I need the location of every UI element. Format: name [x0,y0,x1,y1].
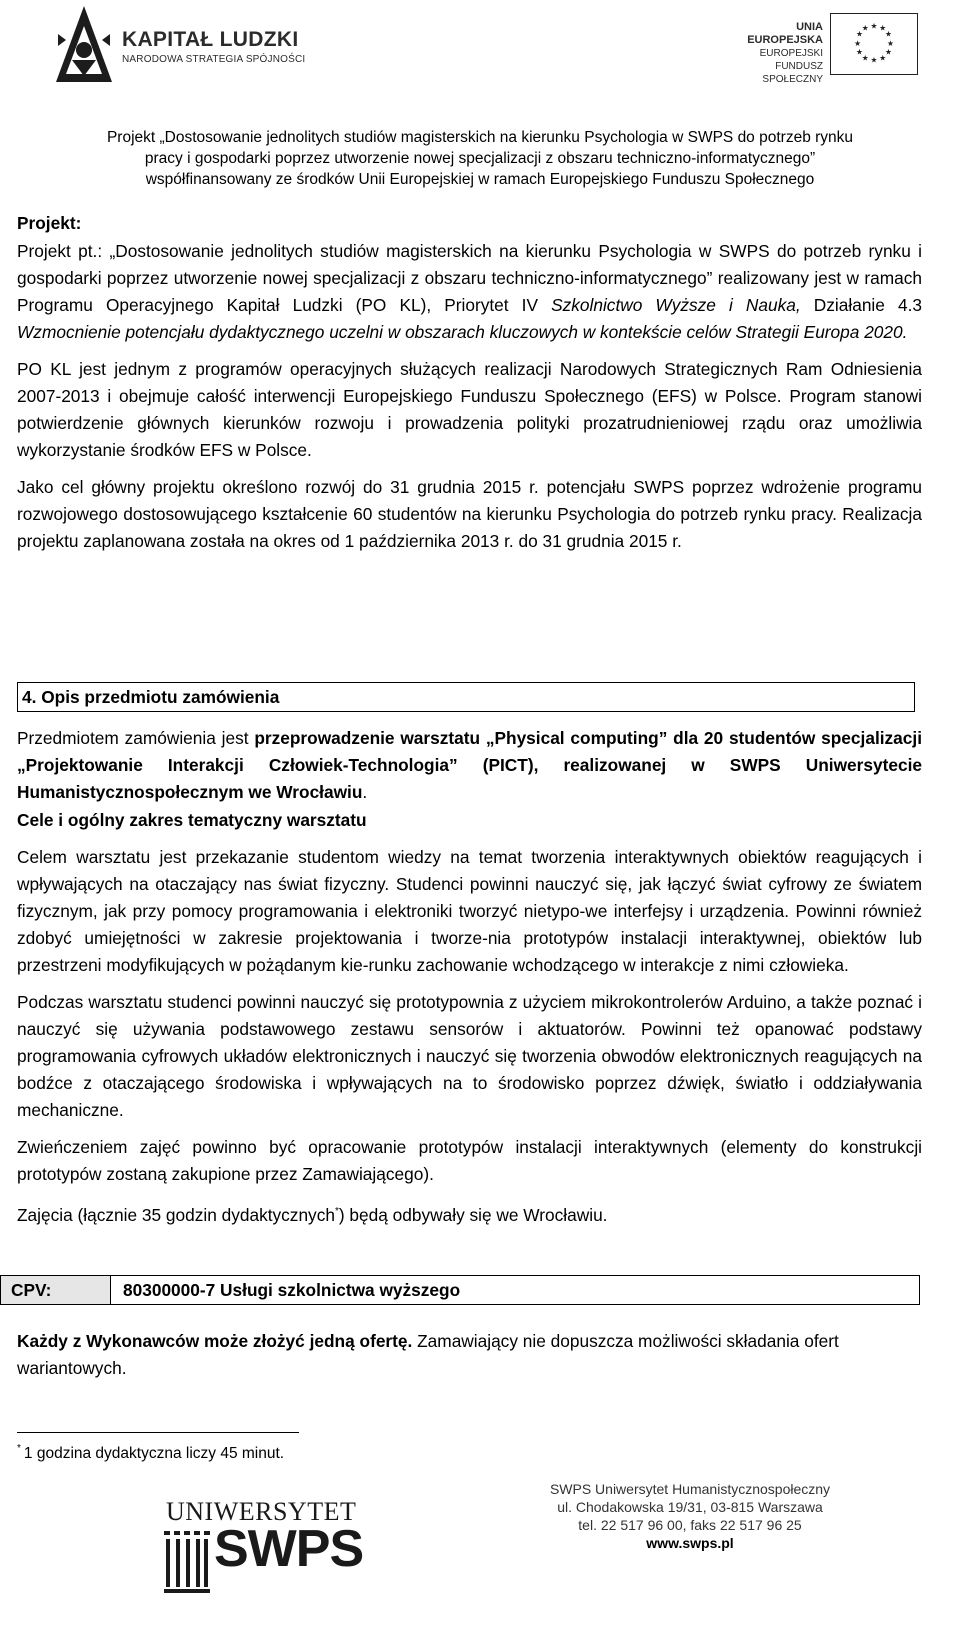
footer-address [520,1480,860,1552]
intro-paragraph-3: Jako cel główny projektu określono rozwój do 31 grudnia 2015 r. potencjału SWPS poprzez wdrożenie programu rozwojowego dostosowującego kształcenie 60 studentów na kierunku Psychologia do potrzeb rynku pracy. Realizacja projektu zaplanowana została na okres od 1 października 2013 r. do 31 grudnia 2015 r. [17,477,922,551]
footer-address-line2: ul. Chodakowska 19/31, 03-815 Warszawa [557,1499,823,1515]
offer-paragraph [17,1328,922,1382]
footnote-reference-mark: * [334,1206,339,1217]
svg-text:★: ★ [870,55,878,65]
footer-address-line3: tel. 22 517 96 00, faks 22 517 96 25 [578,1517,802,1533]
intro-p1-italic-1: Szkolnictwo Wyższe i Nauka, [551,295,801,315]
svg-text:★: ★ [861,53,869,63]
svg-text:★: ★ [856,47,863,57]
section-4-title-box [17,682,915,712]
svg-text:★: ★ [885,29,892,39]
section-4-paragraph-3: Podczas warsztatu studenci powinni nauczyć się prototypownia z użyciem mikrokontrolerów Arduino, a także poznać i nauczyć się używania podstawowego zestawu sensorów i aktuatorów. Powinni też opanować podstawy programowania cyfrowych układów elektronicznych i nauczyć się tworzenia obwodów elektronicznych reagujących na bodźce z otaczającego środowiska i wpływających na to środowisko poprzez dźwięk, światło i oddziaływania mechaniczne. [17,992,922,1120]
project-header-line1: Projekt „Dostosowanie jednolitych studiów magisterskich na kierunku Psychologia w SWPS do potrzeb rynku [106,129,854,146]
eu-logo-line3: FUNDUSZ SPOŁECZNY [762,61,823,85]
project-header-line2: pracy i gospodarki poprzez utworzenie nowej specjalizacji z obszaru techniczno-informatycznego” [144,150,816,167]
section-4-paragraph-1 [17,725,922,806]
kapital-ludzki-logo [52,4,342,84]
swps-emblem-icon [164,1531,210,1621]
footnote [17,1445,284,1463]
swps-logo-main-text: SWPS [214,1520,364,1578]
svg-text:★: ★ [879,23,887,33]
cpv-value: 80300000-7 Usługi szkolnictwa wyższego [123,1280,461,1300]
footnote-text: 1 godzina dydaktyczna liczy 45 minut. [23,1445,285,1462]
project-header-line3: współfinansowany ze środków Unii Europejskiej w ramach Europejskiego Funduszu Społecznego [145,171,815,188]
intro-p1-b: Działanie 4.3 [800,295,922,315]
section-4-paragraph-4: Zwieńczeniem zajęć powinno być opracowanie prototypów instalacji interaktywnych (elementy do konstrukcji prototypów zostaną zakupione przez Zamawiającego). [17,1137,922,1184]
svg-text:★: ★ [879,53,887,63]
eu-flag-icon [830,13,918,75]
cpv-label: CPV: [1,1276,111,1304]
offer-section [17,1328,922,1382]
section-4-p1-bold: przeprowadzenie warsztatu „Physical computing” dla 20 studentów specjalizacji „Projektowanie Interakcji Człowiek-Technologia” (PICT), realizowanej w SWPS Uniwersytecie Humanistycznospołecznym we Wrocławiu [17,728,923,802]
svg-text:★: ★ [854,38,862,48]
offer-bold: Każdy z Wykonawców może złożyć jedną ofertę. [17,1331,413,1351]
offer-rest: Zamawiający nie dopuszcza możliwości składania ofert wariantowych. [17,1331,839,1378]
eu-logo-line2: EUROPEJSKI [759,48,823,59]
svg-text:★: ★ [870,21,878,31]
intro-section [17,210,922,555]
cpv-table [0,1275,920,1305]
section-4-p1-end: . [362,782,368,802]
section-4-title: 4. Opis przedmiotu zamówienia [22,687,280,707]
intro-p1-a: Projekt pt.: „Dostosowanie jednolitych studiów magisterskich na kierunku Psychologia w SWPS do potrzeb rynku i gospodarki poprzez utworzenie nowej specjalizacji z obszaru techniczno-informatycznego” realizowany jest w ramach Programu Operacyjnego Kapitał Ludzki (PO KL), Priorytet IV [17,241,922,315]
intro-paragraph-1 [17,238,922,346]
section-4-p5-b: ) będą odbywały się we Wrocławiu. [338,1204,608,1225]
footer-address-line1: SWPS Uniwersytet Humanistycznospołeczny [549,1481,831,1497]
intro-p1-italic-2: Wzmocnienie potencjału dydaktycznego uczelni w obszarach kluczowych w kontekście celów Strategii Europa 2020. [17,322,908,342]
kapital-ludzki-name: KAPITAŁ LUDZKI [122,28,299,51]
footnote-separator [17,1432,299,1433]
section-4-paragraph-5 [17,1198,922,1229]
section-4-p5-a: Zajęcia (łącznie 35 godzin dydaktycznych [17,1204,335,1225]
intro-paragraph-2: PO KL jest jednym z programów operacyjnych służących realizacji Narodowych Strategicznych Ram Odniesienia 2007-2013 i obejmuje całość interwencji Europejskiego Funduszu Społecznego (EFS) w Polsce. Program stanowi potwierdzenie głównych kierunków rozwoju i prowadzenia polityki prozatrudnieniowej rządu oraz umożliwia wykorzystanie środków EFS w Polsce. [17,359,922,460]
footnote-mark: * [17,1443,21,1454]
swps-logo [156,1497,364,1627]
kapital-ludzki-emblem-icon [52,4,116,84]
section-4-subheading: Cele i ogólny zakres tematyczny warsztatu [17,810,367,830]
svg-text:★: ★ [856,29,863,39]
footer-website-link[interactable]: www.swps.pl [646,1535,734,1551]
intro-heading: Projekt: [17,213,82,233]
svg-text:★: ★ [885,47,892,57]
eu-logo-text [742,21,823,86]
svg-text:★: ★ [886,38,894,48]
kapital-ludzki-subtitle: NARODOWA STRATEGIA SPÓJNOŚCI [122,54,306,65]
svg-text:★: ★ [861,23,869,33]
section-4-content [17,725,922,1229]
swps-logo-top-text: UNIWERSYTET [166,1497,357,1526]
section-4-p1-a: Przedmiotem zamówienia jest [17,728,255,748]
project-header [20,127,940,190]
eu-logo-line1: UNIA EUROPEJSKA [747,21,823,46]
section-4-paragraph-2: Celem warsztatu jest przekazanie studentom wiedzy na temat tworzenia interaktywnych obiektów reagujących i wpływających na otaczający nas świat fizyczny. Studenci powinni nauczyć się, jak łączyć świat cyfrowy ze światem fizycznym, jak przy pomocy programowania i elektroniki tworzyć nietypo-we interfejsy i urządzenia. Powinni również zdobyć umiejętności w zakresie projektowania i tworze-nia prototypów instalacji interaktywnej, obiektów lub przestrzeni modyfikujących w pożądanym kie-runku zachowanie wchodzącego w interakcje z nimi człowieka. [17,847,922,975]
eu-logo [742,13,918,85]
